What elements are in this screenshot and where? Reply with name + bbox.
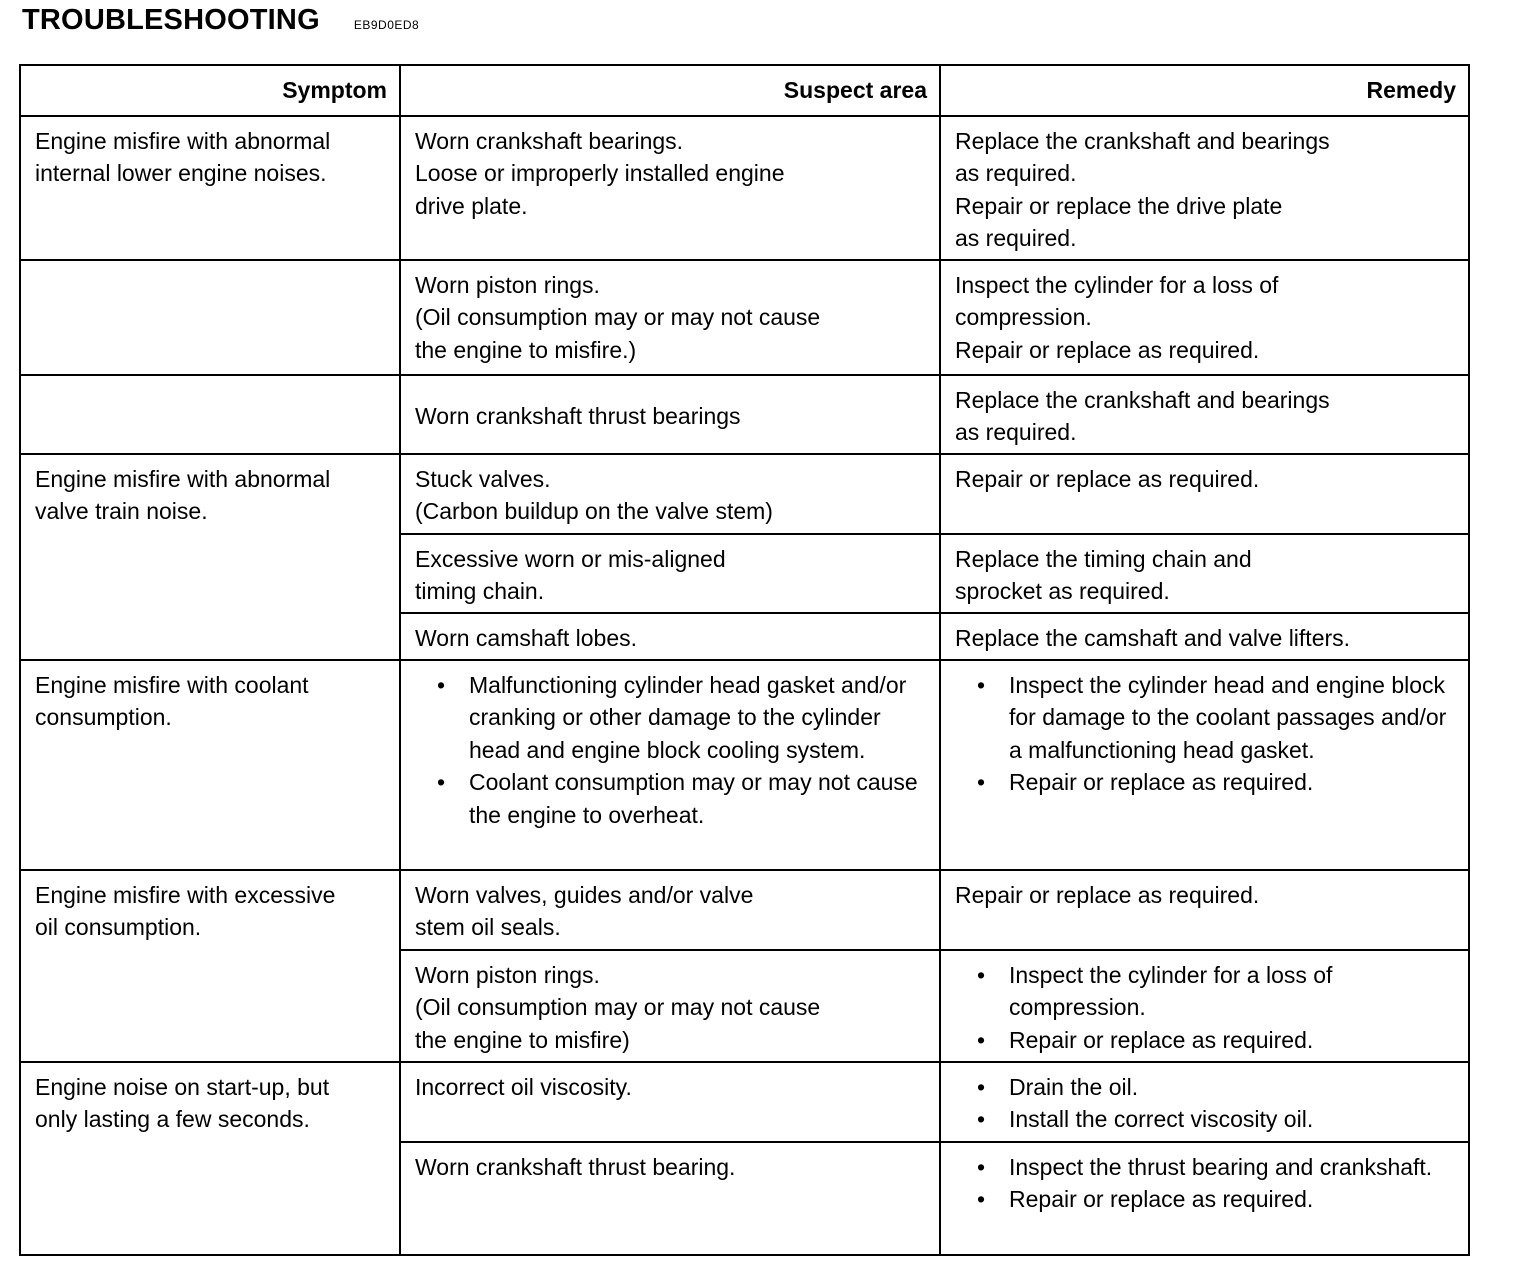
symptom-line: consumption.	[35, 704, 172, 730]
symptom-line: oil consumption.	[35, 914, 202, 940]
remedy-cell	[940, 260, 1469, 375]
symptom-cell-empty	[20, 375, 400, 454]
suspect-bullet-list	[415, 669, 929, 832]
suspect-bullet: • Coolant consumption may or may not cause the engine to overheat.	[455, 766, 929, 831]
remedy-line: Replace the camshaft and valve lifters.	[955, 624, 1351, 651]
remedy-bullet: • Drain the oil.	[995, 1071, 1458, 1104]
suspect-area-cell	[400, 454, 940, 534]
remedy-cell	[940, 1062, 1469, 1142]
symptom-cell	[20, 660, 400, 870]
suspect-line: Worn crankshaft thrust bearings	[415, 402, 741, 429]
suspect-line: the engine to misfire.)	[415, 336, 637, 363]
page-header	[22, 4, 419, 44]
troubleshooting-table	[19, 64, 1470, 1256]
suspect-line: Worn crankshaft bearings.	[415, 127, 684, 154]
table-row	[20, 116, 1469, 260]
remedy-line: Replace the crankshaft and bearings	[955, 386, 1330, 413]
suspect-line: Excessive worn or mis-aligned	[415, 545, 726, 572]
suspect-line: stem oil seals.	[415, 914, 561, 940]
suspect-area-cell	[400, 116, 940, 260]
suspect-area-cell	[400, 950, 940, 1062]
symptom-cell-empty	[20, 260, 400, 375]
symptom-cell	[20, 116, 400, 260]
table-row	[20, 454, 1469, 534]
suspect-line: (Oil consumption may or may not cause	[415, 994, 821, 1020]
symptom-line: valve train noise.	[35, 498, 208, 524]
remedy-cell	[940, 375, 1469, 454]
table-row	[20, 375, 1469, 454]
suspect-line: Worn camshaft lobes.	[415, 624, 638, 651]
remedy-cell	[940, 454, 1469, 534]
suspect-area-cell	[400, 613, 940, 660]
remedy-bullet: • Repair or replace as required.	[995, 1183, 1458, 1216]
suspect-area-cell	[400, 660, 940, 870]
suspect-area-cell	[400, 1062, 940, 1142]
remedy-bullet: • Inspect the cylinder head and engine block for damage to the coolant passages and/or a malfunctioning head gasket.	[995, 669, 1458, 767]
suspect-line: Stuck valves.	[415, 465, 551, 492]
remedy-line: Repair or replace as required.	[955, 336, 1260, 363]
remedy-line: as required.	[955, 225, 1077, 251]
symptom-line: internal lower engine noises.	[35, 160, 327, 186]
remedy-cell	[940, 613, 1469, 660]
suspect-area-cell	[400, 260, 940, 375]
suspect-line: the engine to misfire)	[415, 1026, 630, 1053]
remedy-bullet: • Inspect the cylinder for a loss of compression.	[995, 959, 1458, 1024]
suspect-line: Worn crankshaft thrust bearing.	[415, 1153, 736, 1180]
remedy-line: Repair or replace the drive plate	[955, 192, 1283, 219]
symptom-line: only lasting a few seconds.	[35, 1106, 310, 1132]
symptom-cell	[20, 454, 400, 660]
remedy-bullet: • Install the correct viscosity oil.	[995, 1103, 1458, 1136]
suspect-line: timing chain.	[415, 578, 545, 604]
suspect-line: Worn valves, guides and/or valve	[415, 881, 754, 908]
remedy-line: as required.	[955, 160, 1077, 186]
remedy-bullet: • Repair or replace as required.	[995, 1024, 1458, 1057]
document-code: EB9D0ED8	[353, 18, 420, 32]
remedy-line: compression.	[955, 304, 1092, 330]
symptom-line: Engine misfire with excessive	[35, 881, 336, 908]
page-title: TROUBLESHOOTING	[22, 4, 320, 36]
remedy-cell	[940, 1142, 1469, 1255]
suspect-line: drive plate.	[415, 192, 528, 219]
symptom-cell	[20, 870, 400, 1062]
remedy-bullet: • Inspect the thrust bearing and crankshaft.	[995, 1151, 1458, 1184]
remedy-cell	[940, 950, 1469, 1062]
table-header-row	[20, 65, 1469, 116]
remedy-bullet-list	[955, 1071, 1458, 1136]
remedy-line: Repair or replace as required.	[955, 465, 1260, 492]
symptom-cell	[20, 1062, 400, 1255]
remedy-bullet-list	[955, 1151, 1458, 1216]
suspect-area-cell	[400, 375, 940, 454]
table-row	[20, 260, 1469, 375]
remedy-line: Inspect the cylinder for a loss of	[955, 271, 1279, 298]
header-suspect-area: Suspect area	[400, 65, 940, 116]
remedy-bullet-list	[955, 959, 1458, 1057]
header-symptom: Symptom	[20, 65, 400, 116]
remedy-line: Replace the timing chain and	[955, 545, 1252, 572]
remedy-line: Repair or replace as required.	[955, 881, 1260, 908]
remedy-cell	[940, 660, 1469, 870]
remedy-bullet: • Repair or replace as required.	[995, 766, 1458, 799]
symptom-line: Engine misfire with coolant	[35, 671, 309, 698]
suspect-bullet: • Malfunctioning cylinder head gasket and/or cranking or other damage to the cylinder head and engine block cooling system.	[455, 669, 929, 767]
suspect-area-cell	[400, 1142, 940, 1255]
suspect-line: Worn piston rings.	[415, 271, 600, 298]
remedy-cell	[940, 870, 1469, 950]
header-remedy: Remedy	[940, 65, 1469, 116]
suspect-area-cell	[400, 870, 940, 950]
remedy-line: Replace the crankshaft and bearings	[955, 127, 1330, 154]
remedy-line: sprocket as required.	[955, 578, 1170, 604]
table-row	[20, 870, 1469, 950]
suspect-line: Worn piston rings.	[415, 961, 600, 988]
table-row	[20, 660, 1469, 870]
remedy-cell	[940, 116, 1469, 260]
suspect-line: (Carbon buildup on the valve stem)	[415, 498, 773, 524]
symptom-line: Engine misfire with abnormal	[35, 465, 331, 492]
remedy-line: as required.	[955, 419, 1077, 445]
remedy-bullet-list	[955, 669, 1458, 799]
symptom-line: Engine misfire with abnormal	[35, 127, 331, 154]
symptom-line: Engine noise on start-up, but	[35, 1073, 330, 1100]
suspect-area-cell	[400, 534, 940, 613]
suspect-line: Loose or improperly installed engine	[415, 160, 785, 186]
suspect-line: Incorrect oil viscosity.	[415, 1073, 632, 1100]
remedy-cell	[940, 534, 1469, 613]
table-row	[20, 1062, 1469, 1142]
suspect-line: (Oil consumption may or may not cause	[415, 304, 821, 330]
